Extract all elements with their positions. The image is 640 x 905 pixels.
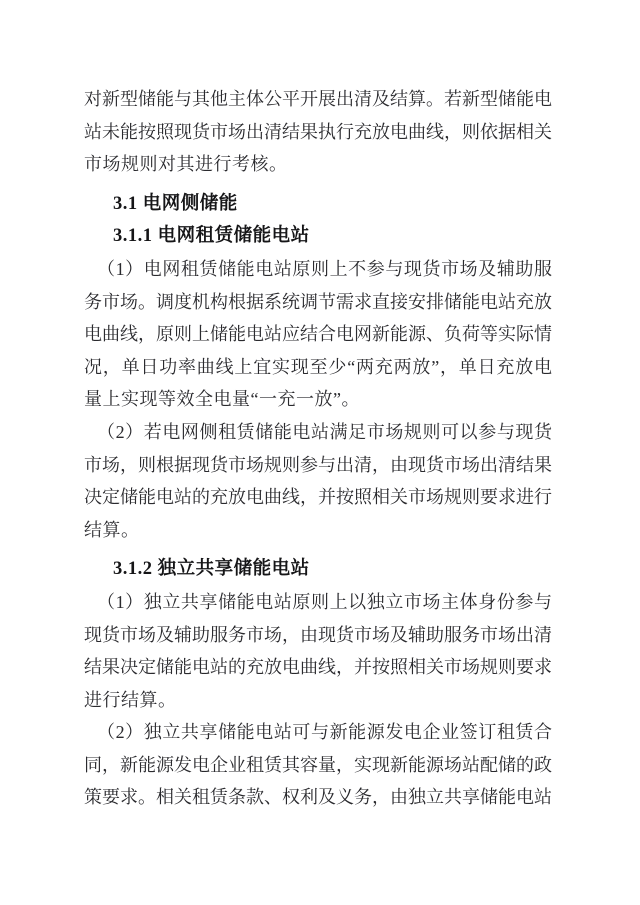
paragraph-line: 务市场。调度机构根据系统调节需求直接安排储能电站充放 (84, 291, 552, 312)
paragraph-line: 结算。 (84, 519, 140, 540)
section-heading-3-1: 3.1 电网侧储能 (113, 193, 238, 214)
section-heading-3-1-2: 3.1.2 独立共享储能电站 (113, 559, 310, 580)
paragraph-line: 市场规则对其进行考核。 (84, 154, 288, 175)
paragraph-line: 决定储能电站的充放电曲线，并按照相关市场规则要求进行 (84, 487, 552, 508)
paragraph-line: 站未能按照现货市场出清结果执行充放电曲线，则依据相关 (84, 121, 552, 142)
paragraph-line: 进行结算。 (84, 689, 177, 710)
document-text-block (84, 83, 552, 814)
paragraph-line: （2）若电网侧租赁储能电站满足市场规则可以参与现货 (97, 421, 552, 442)
paragraph-line: 量上实现等效全电量“一充一放”。 (84, 389, 360, 410)
paragraph-line: 电曲线，原则上储能电站应结合电网新能源、负荷等实际情 (84, 324, 552, 345)
paragraph-line: （1）电网租赁储能电站原则上不参与现货市场及辅助服 (97, 258, 552, 279)
paragraph-line: （2）独立共享储能电站可与新能源发电企业签订租赁合 (97, 722, 552, 743)
paragraph-line: （1）独立共享储能电站原则上以独立市场主体身份参与 (97, 591, 552, 612)
paragraph-line: 现货市场及辅助服务市场，由现货市场及辅助服务市场出清 (84, 624, 552, 645)
section-heading-3-1-1: 3.1.1 电网租赁储能电站 (113, 226, 310, 247)
paragraph-line: 策要求。相关租赁条款、权利及义务，由独立共享储能电站 (84, 787, 552, 808)
paragraph-line: 同，新能源发电企业租赁其容量，实现新能源场站配储的政 (84, 754, 552, 775)
paragraph-line: 况，单日功率曲线上宜实现至少“两充两放”，单日充放电 (84, 356, 552, 377)
paragraph-line: 对新型储能与其他主体公平开展出清及结算。若新型储能电 (84, 89, 552, 109)
paragraph-line: 市场，则根据现货市场规则参与出清，由现货市场出清结果 (84, 454, 552, 475)
paragraph-line: 结果决定储能电站的充放电曲线，并按照相关市场规则要求 (84, 657, 552, 678)
